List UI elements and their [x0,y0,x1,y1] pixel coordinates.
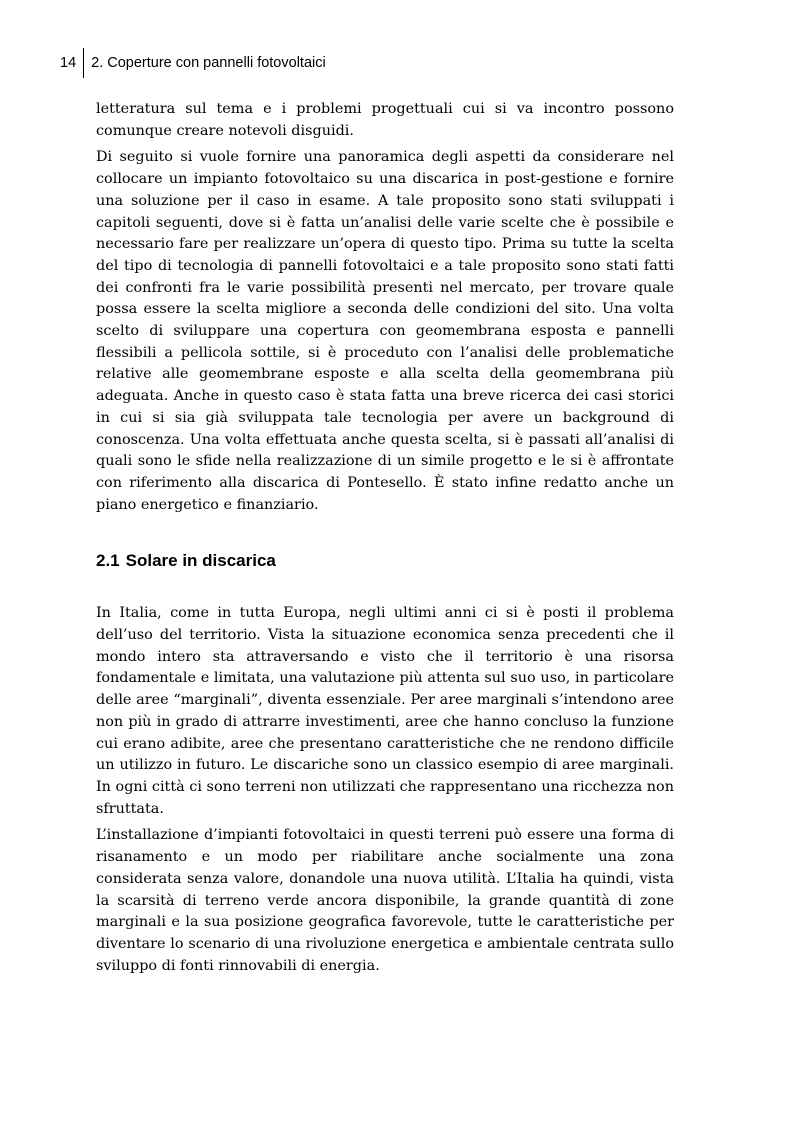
section-heading [96,550,674,572]
section-paragraph-installation: L’installazione d’impianti fotovoltaici in questi terreni può essere una forma di risanamento e un modo per riabilitare anche socialmente una zona considerata senza valore, donandole una nuova utilità. L’Italia ha quindi, vista la scarsità di terreno verde ancora disponibile, la grande quantità di zone marginali e la sua posizione geografica favorevole, tutte le caratteristiche per diventare lo scenario di una rivoluzione energetica e ambientale centrata sullo sviluppo di fonti rinnovabili di energia. [96,827,674,974]
section-paragraph-land-use: In Italia, come in tutta Europa, negli ultimi anni ci si è posti il problema dell’uso del territorio. Vista la situazione economica senza precedenti che il mondo intero sta attraversando e visto che il territorio è una risorsa fondamentale e limitata, una valutazione più attenta sul suo uso, in particolare delle aree “marginali”, diventa essenziale. Per aree marginali s’intendono aree non più in grado di attrarre investimenti, aree che hanno concluso la funzione cui erano adibite, aree che presentano caratteristiche che ne rendono difficile un utilizzo in futuro. Le discariche sono un classico esempio di aree marginali. In ogni città ci sono terreni non utilizzati che rappresentano una ricchezza non sfruttata. [96,605,674,817]
section-number: 2.1 [96,551,120,571]
chapter-title: 2. Coperture con pannelli fotovoltaici [91,55,326,71]
intro-paragraph-overview: Di seguito si vuole fornire una panoramica degli aspetti da considerare nel collocare un impianto fotovoltaico su una discarica in post-gestione e fornire una soluzione per il caso in esame. A tale proposito sono stati sviluppati i capitoli seguenti, dove si è fatta un’analisi delle varie scelte che è possibile e necessario fare per realizzare un’opera di questo tipo. Prima su tutte la scelta del tipo di tecnologia di pannelli fotovoltaici e a tale proposito sono stati fatti dei confronti fra le varie possibilità presenti nel mercato, per trovare quale possa essere la scelta migliore a seconda delle condizioni del sito. Una volta scelto di sviluppare una copertura con geomembrana esposta e pannelli flessibili a pellicola sottile, si è proceduto con l’analisi delle problematiche relative alle geomembrane esposte e alla scelta della geomembrana più adeguata. Anche in questo caso è stata fatta una breve ricerca dei casi storici in cui si sia già sviluppata tale tecnologia per avere un background di conoscenza. Una volta effettuata anche questa scelta, si è passati all’analisi di quali sono le sfide nella realizzazione di un simile progetto e le si è affrontate con riferimento alla discarica di Pontesello. È stato infine redatto anche un piano energetico e finanziario. [96,149,674,513]
body-text [96,99,674,982]
intro-paragraph-continuation: letteratura sul tema e i problemi progettuali cui si va incontro possono comunque creare notevoli disguidi. [96,101,674,139]
running-header [60,48,326,78]
page-number: 14 [60,48,84,78]
section-title: Solare in discarica [125,551,276,571]
